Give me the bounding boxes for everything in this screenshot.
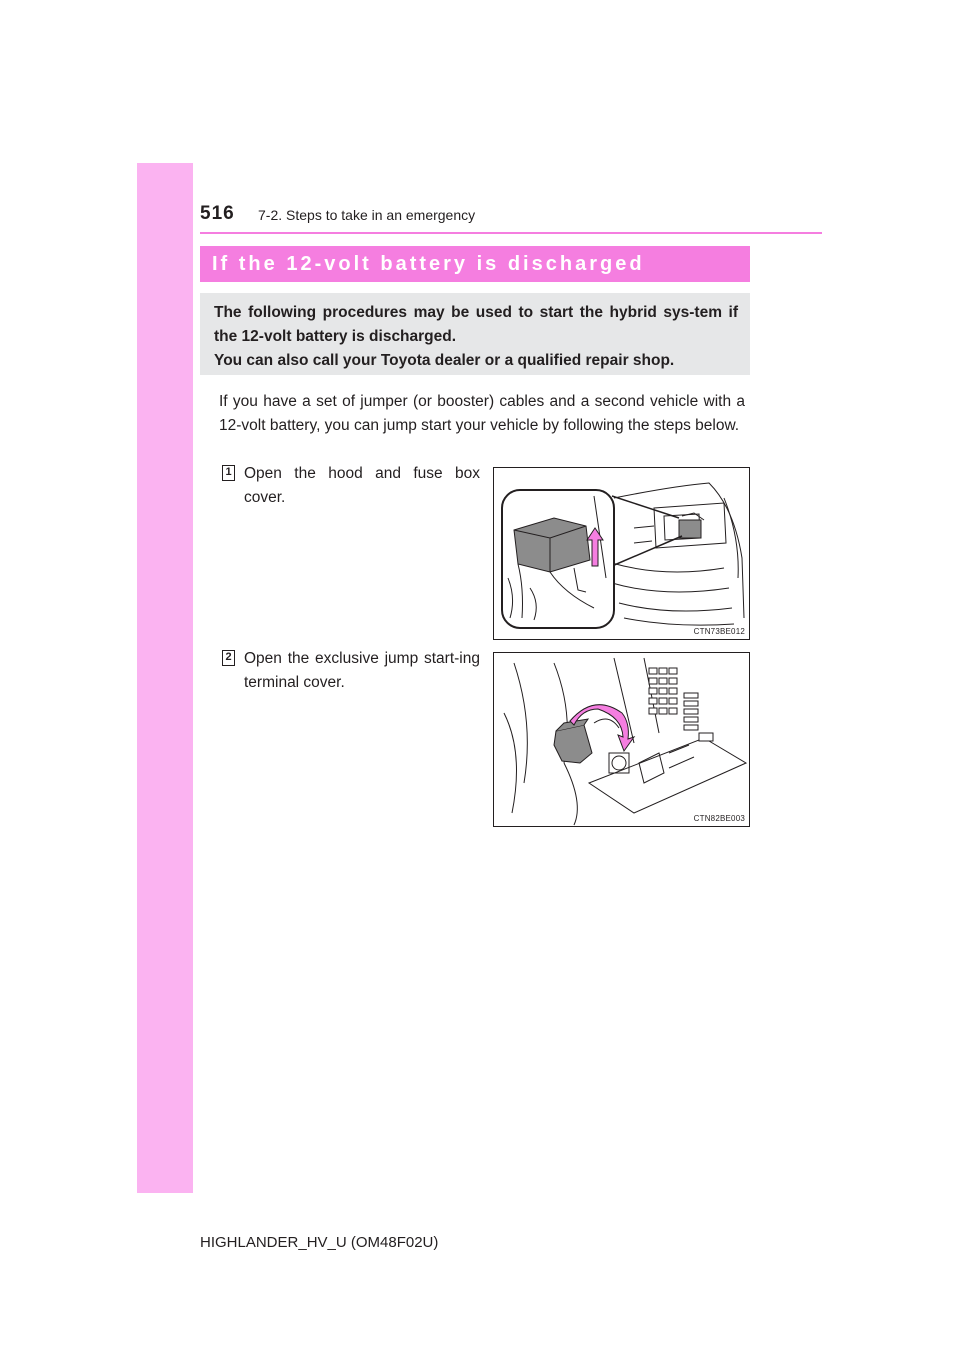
jump-terminal-illustration: [494, 653, 750, 827]
intro-box: [200, 293, 750, 375]
section-label: 7-2. Steps to take in an emergency: [258, 207, 476, 223]
footer-model-code: HIGHLANDER_HV_U (OM48F02U): [200, 1234, 439, 1251]
page-number: 516: [200, 203, 235, 224]
header-rule: [200, 232, 822, 234]
step-number-1: 1: [222, 465, 235, 481]
step-text-2: Open the exclusive jump start-ing terminal cover.: [244, 650, 480, 691]
intro-text: The following procedures may be used to start the hybrid sys-tem if the 12-volt battery is discharged. You can also call your Toyota dealer or a qualified repair shop.: [214, 304, 738, 369]
step-number-2: 2: [222, 650, 235, 666]
figure-code-1: CTN73BE012: [693, 627, 745, 636]
figure-jump-terminal: [493, 652, 750, 827]
body-text: If you have a set of jumper (or booster) cables and a second vehicle with a 12-volt battery, you can jump start your vehicle by following the steps below.: [219, 393, 745, 434]
step-text-1: Open the hood and fuse box cover.: [244, 465, 480, 506]
figure-code-2: CTN82BE003: [693, 814, 745, 823]
hood-fuse-box-illustration: [494, 468, 750, 640]
section-title: If the 12-volt battery is discharged: [200, 246, 750, 282]
side-tab-band: [137, 163, 193, 1193]
figure-hood-fuse-box: [493, 467, 750, 640]
